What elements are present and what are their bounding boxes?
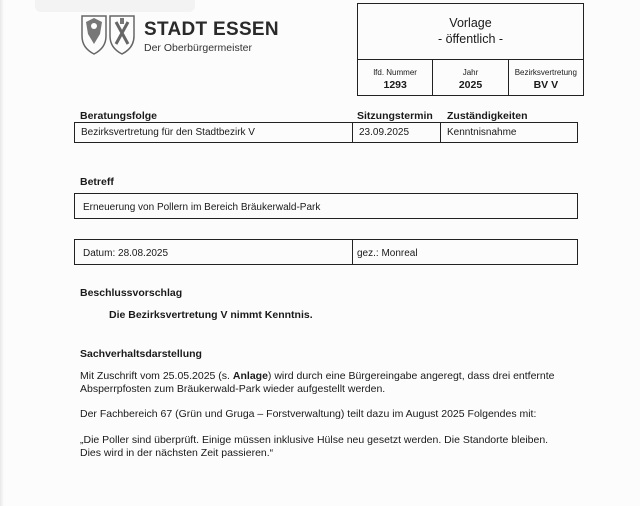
- page-edge-shadow: [0, 0, 4, 506]
- betreff-text: Erneuerung von Pollern im Bereich Bräukerwald-Park: [74, 193, 578, 219]
- vorlage-fields: [358, 59, 583, 96]
- field-value: 2025: [458, 79, 483, 91]
- header-sitzungstermin: Sitzungstermin: [357, 110, 433, 122]
- paragraph-text: Absperrpfosten zum Bräukerwald-Park wieder aufgestellt werden.: [80, 383, 386, 395]
- anlage-reference: Anlage: [232, 370, 268, 382]
- coat-of-arms-icon: [80, 14, 136, 56]
- field-bezirksvertretung: [509, 60, 583, 96]
- paragraph-text: ) wird durch eine Bürgereingabe angeregt, dass drei entfernte: [267, 370, 555, 382]
- header-zustaendigkeiten: Zuständigkeiten: [447, 110, 528, 122]
- datum-row: [74, 239, 578, 265]
- city-logo: [80, 14, 279, 60]
- sachverhalt-paragraph-3: [80, 434, 548, 460]
- quote-line: „Die Poller sind überprüft. Einige müssen inklusive Hülse neu gesetzt werden. Die Standorte bleiben.: [80, 434, 549, 446]
- datum: Datum: 28.08.2025: [75, 240, 353, 264]
- org-subtitle: Der Oberbürgermeister: [144, 42, 252, 54]
- cell-gremium: Bezirksvertretung für den Stadtbezirk V: [75, 123, 353, 142]
- header-beratungsfolge: Beratungsfolge: [80, 110, 158, 122]
- vorlage-visibility: - öffentlich -: [437, 32, 504, 46]
- vorlage-box: [357, 3, 584, 96]
- field-label: lfd. Nummer: [373, 68, 417, 77]
- beschlussvorschlag-heading: Beschlussvorschlag: [80, 287, 183, 299]
- beratungsfolge-row: [74, 122, 578, 143]
- vorlage-title: Vorlage: [449, 16, 492, 30]
- cell-zustaendigkeit: Kenntnisnahme: [447, 127, 517, 138]
- field-label: Jahr: [462, 68, 479, 77]
- beschlussvorschlag-text: Die Bezirksvertretung V nimmt Kenntnis.: [109, 309, 313, 321]
- betreff-heading: Betreff: [80, 176, 114, 188]
- field-lfd-nummer: [358, 60, 433, 96]
- cell-termin: 23.09.2025: [353, 123, 441, 142]
- signature: gez.: Monreal: [357, 248, 418, 259]
- field-value: 1293: [383, 79, 407, 91]
- quote-line: Dies wird in der nächsten Zeit passieren.“: [80, 447, 274, 459]
- field-label: Bezirksvertretung: [514, 68, 577, 77]
- sachverhalt-heading: Sachverhaltsdarstellung: [80, 348, 202, 360]
- paragraph-text: Mit Zuschrift vom 25.05.2025 (s.: [80, 370, 233, 382]
- scan-artifact: [35, 0, 195, 12]
- field-value: BV V: [533, 79, 559, 91]
- sachverhalt-paragraph-2: Der Fachbereich 67 (Grün und Gruga – Forstverwaltung) teilt dazu im August 2025 Folgendes mit:: [80, 408, 537, 420]
- sachverhalt-paragraph-1: [80, 370, 555, 396]
- field-jahr: [433, 60, 508, 96]
- org-name: STADT ESSEN: [144, 19, 279, 40]
